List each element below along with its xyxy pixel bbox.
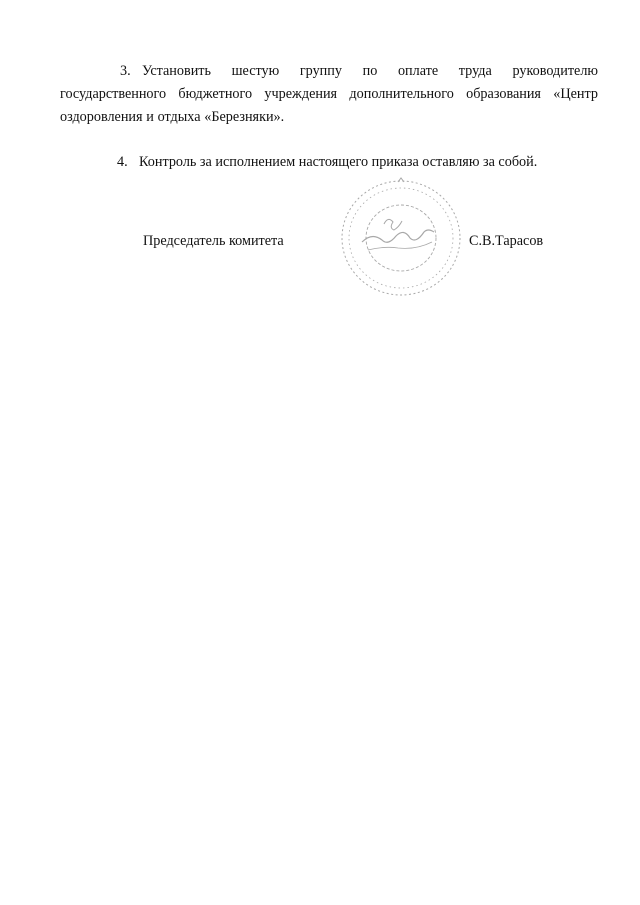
order-item-number: 4. bbox=[117, 154, 128, 170]
seal-outer-ring bbox=[342, 181, 460, 295]
signature-stroke bbox=[362, 230, 434, 242]
order-item-text: Контроль за исполнением настоящего приказа оставляю за собой. bbox=[139, 154, 538, 170]
seal-text-ring bbox=[349, 188, 453, 288]
signatory-position: Председатель комитета bbox=[143, 233, 284, 249]
order-item-4 bbox=[60, 151, 598, 174]
seal-mark bbox=[398, 178, 404, 182]
order-item-number: 3. bbox=[120, 63, 131, 79]
signature-stroke bbox=[384, 219, 402, 230]
order-item-text: Установить шестую группу по оплате труда руководителю государственного бюджетного учреждения дополнительного образования «Центр оздоровления и отдыха «Березняки». bbox=[60, 63, 598, 125]
signature-stroke bbox=[368, 242, 432, 250]
order-item-3 bbox=[60, 60, 598, 129]
official-seal-stamp bbox=[338, 176, 464, 300]
signatory-name: С.В.Тарасов bbox=[469, 233, 544, 249]
seal-inner-ring bbox=[366, 205, 436, 271]
